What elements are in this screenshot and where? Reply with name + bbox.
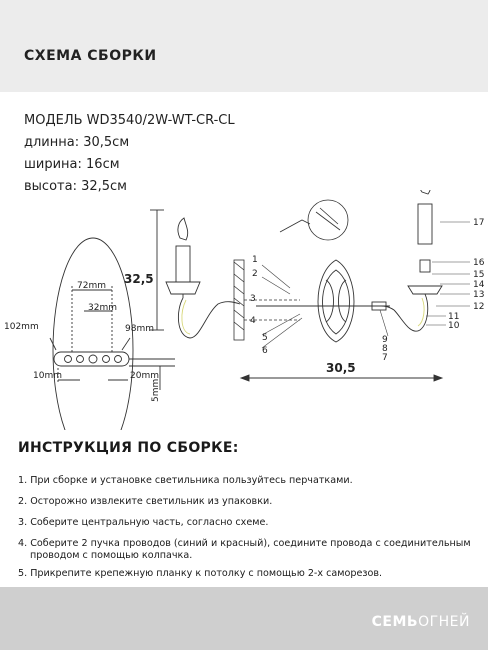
wall-plate bbox=[234, 260, 244, 340]
width-arrow-left bbox=[241, 375, 249, 381]
width-dimension bbox=[241, 375, 442, 381]
part-17: 17 bbox=[473, 218, 485, 228]
right-arm bbox=[380, 294, 428, 331]
oval-ornament bbox=[326, 280, 346, 322]
dim-72-label: 72mm bbox=[77, 281, 106, 291]
screw-hole-3 bbox=[89, 355, 97, 363]
dim-10-label: 10mm bbox=[33, 371, 62, 381]
plate-slot bbox=[54, 352, 129, 366]
oval-frame-inner bbox=[323, 270, 350, 334]
width-label: 30,5 bbox=[326, 361, 356, 375]
part-16: 16 bbox=[473, 258, 485, 268]
plate-oval bbox=[53, 238, 133, 430]
dim-20-label: 20mm bbox=[130, 371, 159, 381]
wall-plate-drawing bbox=[234, 260, 300, 340]
part-4: 4 bbox=[250, 316, 256, 326]
part-14: 14 bbox=[473, 280, 485, 290]
width-arrow-right bbox=[434, 375, 442, 381]
part-10: 10 bbox=[448, 321, 460, 331]
instructions-list bbox=[18, 470, 480, 605]
leader-5 bbox=[262, 314, 300, 335]
dim-5-label: 5mm bbox=[151, 378, 161, 402]
screw-hole-4 bbox=[103, 356, 110, 363]
specs-block bbox=[24, 110, 235, 198]
dim-98-leader bbox=[122, 338, 130, 350]
part-11: 11 bbox=[448, 312, 460, 322]
part-13: 13 bbox=[473, 290, 485, 300]
part-7: 7 bbox=[382, 353, 388, 363]
leader-1 bbox=[262, 265, 290, 288]
part-9: 9 bbox=[382, 335, 388, 345]
height-label: 32,5 bbox=[124, 272, 154, 286]
part-5: 5 bbox=[262, 333, 268, 343]
part-leaders bbox=[262, 222, 470, 348]
leader-6 bbox=[262, 318, 302, 348]
brand-light: ОГНЕЙ bbox=[418, 614, 470, 630]
right-candle bbox=[418, 204, 432, 244]
part-1: 1 bbox=[252, 255, 258, 265]
left-candle bbox=[176, 246, 190, 282]
page-title: СХЕМА СБОРКИ bbox=[24, 48, 157, 64]
instruction-item: 2. Осторожно извлеките светильник из упаковки. bbox=[18, 496, 273, 507]
height-dimension bbox=[150, 210, 164, 330]
detail-callout bbox=[280, 200, 348, 240]
leader-9 bbox=[380, 310, 388, 336]
right-arm-drawing bbox=[380, 190, 442, 331]
part-3: 3 bbox=[250, 294, 256, 304]
dim-102-label: 102mm bbox=[4, 322, 39, 332]
dim-98-label: 98mm bbox=[125, 324, 154, 334]
instruction-item: 4. Соберите 2 пучка проводов (синий и красный), соедините провода с соединительным bbox=[18, 538, 471, 549]
detail-circle bbox=[308, 200, 348, 240]
spec-model: МОДЕЛЬ WD3540/2W-WT-CR-CL bbox=[24, 113, 235, 128]
left-bobeche bbox=[166, 282, 200, 294]
detail-leader bbox=[280, 220, 310, 232]
part-2: 2 bbox=[252, 269, 258, 279]
spec-width: ширина: 16см bbox=[24, 157, 120, 172]
instruction-item: проводом с помощью колпачка. bbox=[30, 550, 193, 561]
spec-height: высота: 32,5см bbox=[24, 179, 127, 194]
instruction-item: 1. При сборке и установке светильника пользуйтесь перчатками. bbox=[18, 475, 353, 486]
left-arm-drawing bbox=[166, 218, 240, 338]
part-8: 8 bbox=[382, 344, 388, 354]
part-6: 6 bbox=[262, 346, 268, 356]
left-arm-wire bbox=[182, 300, 190, 334]
left-arm bbox=[178, 298, 240, 338]
central-oval-drawing bbox=[256, 260, 390, 342]
screw-hole-5 bbox=[115, 356, 122, 363]
right-arm-wire bbox=[418, 298, 424, 326]
instruction-item: 3. Соберите центральную часть, согласно схеме. bbox=[18, 517, 269, 528]
detail-lines bbox=[316, 208, 340, 230]
oval-frame-outer bbox=[318, 260, 354, 342]
brand-bold: СЕМЬ bbox=[371, 614, 419, 630]
brand-logo bbox=[372, 614, 470, 630]
part-12: 12 bbox=[473, 302, 485, 312]
right-flame bbox=[419, 190, 431, 194]
header-bar bbox=[0, 0, 488, 92]
left-flame bbox=[178, 218, 188, 240]
assembly-diagram bbox=[0, 190, 488, 430]
part-15: 15 bbox=[473, 270, 485, 280]
instruction-item: 5. Прикрепите крепежную планку к потолку с помощью 2-х саморезов. bbox=[18, 568, 383, 579]
leader-2 bbox=[262, 277, 290, 294]
wall-hatch bbox=[234, 262, 244, 330]
dim-32-label: 32mm bbox=[88, 303, 117, 313]
spec-length: длинна: 30,5см bbox=[24, 135, 130, 150]
screw-hole-1 bbox=[65, 356, 72, 363]
instructions-title: ИНСТРУКЦИЯ ПО СБОРКЕ: bbox=[18, 440, 239, 456]
right-bobeche bbox=[408, 286, 442, 294]
right-socket bbox=[420, 260, 430, 272]
screw-hole-2 bbox=[77, 356, 84, 363]
